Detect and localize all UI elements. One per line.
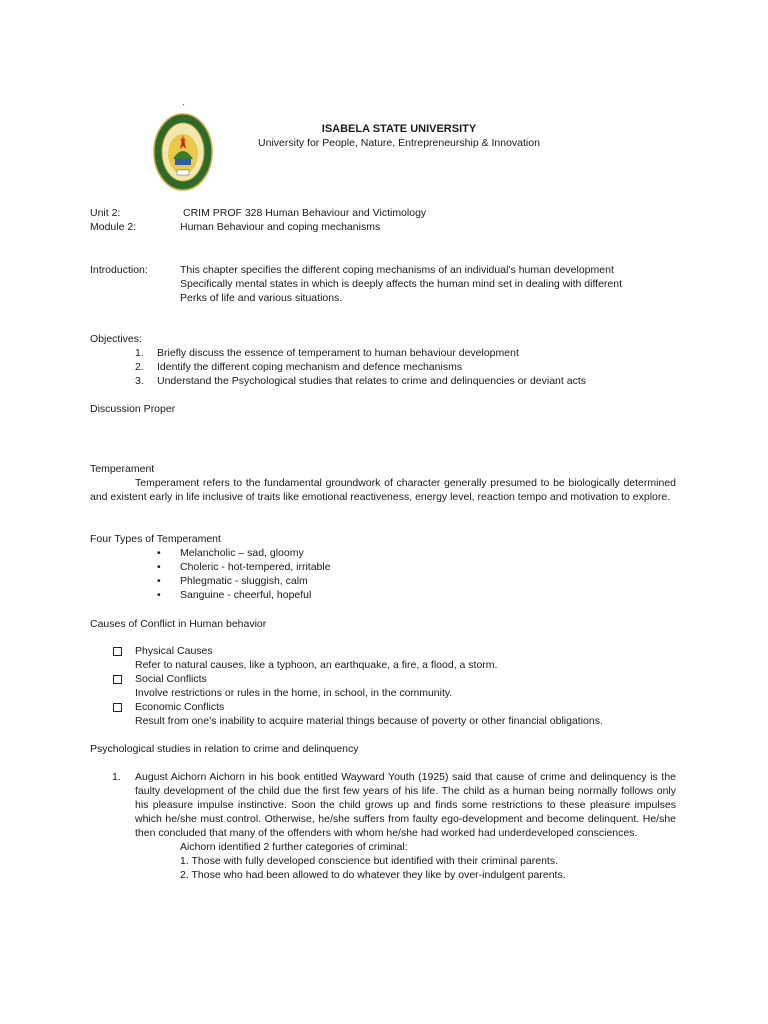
psych-heading: Psychological studies in relation to crime and delinquency [90, 743, 359, 755]
checkbox-square-icon [113, 703, 122, 712]
psych-study-item [90, 770, 676, 840]
discussion-heading: Discussion Proper [90, 403, 176, 415]
checkbox-square-icon [113, 675, 122, 684]
introduction-line: This chapter specifies the different coping mechanisms of an individual’s human development [180, 264, 614, 276]
objective-text: Understand the Psychological studies that relates to crime and delinquencies or deviant acts [157, 375, 586, 387]
temperament-type-item: • Sanguine - cheerful, hopeful [156, 588, 556, 602]
objective-number: 3. [135, 375, 144, 387]
unit-value: CRIM PROF 328 Human Behaviour and Victimology [183, 207, 427, 219]
objective-number: 2. [135, 361, 144, 373]
objective-item [135, 360, 695, 374]
temperament-type-item: • Melancholic – sad, gloomy [156, 546, 556, 560]
cause-item [113, 700, 693, 728]
introduction-line: Specifically mental states in which is deeply affects the human mind set in dealing with different [180, 278, 623, 290]
cause-description: Involve restrictions or rules in the home, in school, in the community. [135, 687, 453, 699]
temperament-type-item: • Phlegmatic - sluggish, calm [156, 574, 556, 588]
temperament-heading: Temperament [90, 463, 155, 475]
cause-item [113, 644, 693, 672]
stray-mark: ` [182, 103, 185, 113]
cause-title: Physical Causes [135, 645, 213, 657]
cause-title: Social Conflicts [135, 673, 207, 685]
objectives-list [135, 346, 695, 388]
objective-text: Briefly discuss the essence of temperament to human behaviour development [157, 347, 519, 359]
psych-list [90, 770, 676, 882]
temperament-type-item: • Choleric - hot-tempered, irritable [156, 560, 556, 574]
objective-text: Identify the different coping mechanism and defence mechanisms [157, 361, 463, 373]
objective-item [135, 346, 695, 360]
module-label: Module 2: [90, 221, 137, 233]
checkbox-square-icon [113, 647, 122, 656]
psych-sub-heading: Aichorn identified 2 further categories of criminal: [180, 841, 408, 853]
objective-item [135, 374, 695, 388]
causes-heading: Causes of Conflict in Human behavior [90, 618, 267, 630]
objectives-heading: Objectives: [90, 333, 142, 345]
cause-title: Economic Conflicts [135, 701, 225, 713]
four-types-heading: Four Types of Temperament [90, 533, 221, 545]
cause-item [113, 672, 693, 700]
cause-description: Refer to natural causes, like a typhoon, an earthquake, a fire, a flood, a storm. [135, 659, 498, 671]
university-name: ISABELA STATE UNIVERSITY [321, 123, 477, 135]
university-tagline: University for People, Nature, Entrepreneurship & Innovation [258, 137, 540, 149]
causes-list [113, 644, 693, 728]
cause-description: Result from one’s inability to acquire material things because of poverty or other financial obligations. [135, 715, 603, 727]
objective-number: 1. [135, 347, 144, 359]
introduction-label: Introduction: [90, 264, 148, 276]
four-types-list [156, 546, 556, 602]
psych-sub-item: 2. Those who had been allowed to do whatever they like by over-indulgent parents. [180, 869, 566, 881]
psych-study-number: 1. [112, 771, 121, 783]
introduction-text [180, 263, 680, 305]
psych-sub-item: 1. Those with fully developed conscience but identified with their criminal parents. [180, 855, 559, 867]
psych-study-text: August Aichorn Aichorn in his book entitled Wayward Youth (1925) said that cause of crime and delinquency is the faulty development of the child due the first few years of his life. The child as a human being normally follows only his pleasure impulse instinctive. Soon the child grows up and finds some restrictions to these pleasure impulses which he/she must control. Otherwise, he/she suffers from faulty ego-development and become delinquent. He/she then concluded that many of the offenders with whom he/she had worked had underdeveloped consciences. [135, 771, 676, 839]
temperament-paragraph: Temperament refers to the fundamental groundwork of character generally presumed to be biologically determined and existent early in life inclusive of traits like emotional reactiveness, energy level, reaction tempo and motivation to explore. [90, 477, 676, 503]
unit-label: Unit 2: [90, 207, 121, 219]
introduction-line: Perks of life and various situations. [180, 292, 343, 304]
module-value: Human Behaviour and coping mechanisms [180, 221, 381, 233]
